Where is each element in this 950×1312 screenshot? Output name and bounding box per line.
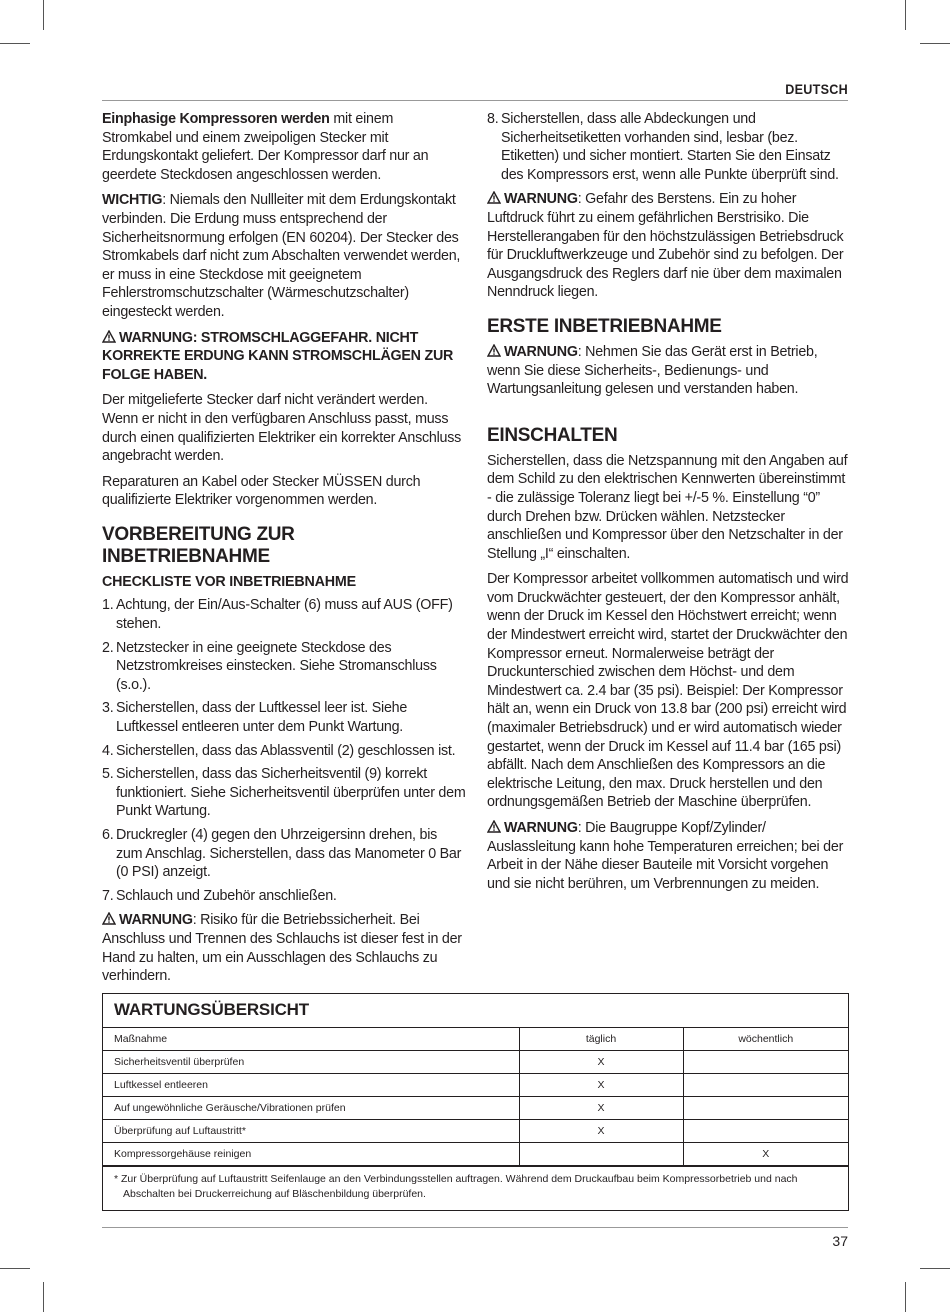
warning-triangle-icon: [487, 344, 501, 357]
right-column: [487, 110, 851, 900]
paragraph-voltage: Sicherstellen, dass die Netzspannung mit den Angaben auf dem Schild zu den elektrischen Kennwerten übereinstimmt - die zulässige Toleranz liegt bei +/-5 %. Einstellung “0” durch Drehen bzw. Drücken wählen. Netzstecker anschließen und Kompressor über den Netzschalter in der Stellung „I“ einschalten.: [487, 452, 848, 562]
list-number: 3.: [102, 700, 114, 717]
warning-label: WARNUNG: [504, 343, 578, 360]
table-cell: Sicherheitsventil überprüfen: [103, 1051, 519, 1074]
paragraph-automatic: Der Kompressor arbeitet vollkommen automatisch und wird vom Druckwächter gesteuert, der den Kompressor anhält, wenn der Druck im Kessel den Höchstwert erreicht; wenn der Mindestwert erreicht wird, startet der Druckwächter den Kompressor erneut. Normalerweise beträgt der Druckunterschied zwischen dem Höchst- und dem Mindestwert ca. 2.4 bar (35 psi). Beispiel: Der Kompressor hält an, wenn ein Druck von 13.8 bar (200 psi) erreicht wird (maximaler Betriebsdruck) und er wird automatisch wieder gestartet, wenn der Druck im Kessel auf 11.4 bar (165 psi) abfällt. Nach dem Anschließen des Kompressors an die elektrische Leitung, den max. Druck herstellen und den ordnungsgemäßen Betrieb der Maschine überprüfen.: [487, 571, 849, 811]
warning-text: : Die Baugruppe Kopf/Zylinder/ Auslassleitung kann hohe Temperaturen erreichen; bei der Arbeit in der Nähe dieser Bauteile mit Vorsicht vorgehen und sie nicht berühren, um Verbrennungen zu meiden.: [487, 820, 844, 892]
paragraph-important: [102, 191, 466, 321]
list-text: Sicherstellen, dass der Luftkessel leer ist. Siehe Luftkessel entleeren unter dem Punkt Wartung.: [116, 700, 408, 736]
crop-mark: [920, 1268, 950, 1269]
table-cell: Überprüfung auf Luftaustritt*: [103, 1120, 519, 1143]
paragraph-plug: Der mitgelieferte Stecker darf nicht verändert werden. Wenn er nicht in den verfügbaren Anschluss passt, muss durch einen qualifizierten Elektriker ein korrekter Anschluss angebracht werden.: [102, 392, 462, 465]
table-cell: X: [519, 1051, 683, 1074]
warning-label: WARNUNG: [119, 912, 193, 929]
list-item: [102, 826, 466, 882]
list-number: 7.: [102, 887, 114, 904]
table-row: [103, 1097, 848, 1120]
table-cell: [519, 1143, 683, 1166]
table-cell: [683, 1051, 848, 1074]
header-rule: [102, 100, 848, 101]
crop-mark: [43, 0, 44, 30]
paragraph-single-phase: [102, 110, 466, 184]
crop-mark: [905, 1282, 906, 1312]
warning-hose: [102, 911, 466, 985]
language-label: DEUTSCH: [785, 81, 848, 97]
table-cell: Luftkessel entleeren: [103, 1074, 519, 1097]
table-row: [103, 1074, 848, 1097]
table-cell: [683, 1120, 848, 1143]
list-number: 2.: [102, 639, 114, 656]
list-number: 5.: [102, 766, 114, 783]
table-grid: [103, 1027, 848, 1166]
header-cell: wöchentlich: [683, 1028, 848, 1051]
table-header-row: [103, 1028, 848, 1051]
list-text: Netzstecker in eine geeignete Steckdose des Netzstromkreises einstecken. Siehe Stromanschluss (s.o.).: [116, 639, 437, 693]
heading-first-use: ERSTE INBETRIEBNAHME: [487, 315, 722, 337]
list-text: Druckregler (4) gegen den Uhrzeigersinn drehen, bis zum Anschlag. Sicherstellen, dass das Manometer 0 Bar (0 PSI) anzeigt.: [116, 827, 462, 881]
list-text: Sicherstellen, dass alle Abdeckungen und Sicherheitsetiketten vorhanden sind, lesbar (bez. Etiketten) und sicher montiert. Starten Sie den Einsatz des Kompressors erst, wenn alle Punkte überprüft sind.: [501, 111, 839, 183]
crop-mark: [0, 1268, 30, 1269]
checklist: [102, 596, 466, 905]
header-cell: täglich: [519, 1028, 683, 1051]
warning-triangle-icon: [102, 330, 116, 343]
list-item: [102, 765, 466, 821]
table-cell: [683, 1074, 848, 1097]
paragraph-text: mit einem Stromkabel und einem zweipoligen Stecker mit Erdungskontakt geliefert. Der Kompressor darf nur an geerdete Steckdosen angeschlossen werden.: [102, 111, 429, 183]
table-cell: X: [519, 1097, 683, 1120]
warning-read-manual: [487, 343, 851, 399]
crop-mark: [920, 43, 950, 44]
table-cell: Kompressorgehäuse reinigen: [103, 1143, 519, 1166]
crop-mark: [43, 1282, 44, 1312]
list-text: Sicherstellen, dass das Ablassventil (2) geschlossen ist.: [116, 742, 456, 759]
warning-text: : Nehmen Sie das Gerät erst in Betrieb, wenn Sie diese Sicherheits-, Bedienungs- und Wartungsanleitung gelesen und verstanden haben.: [487, 343, 818, 398]
heading-checklist: CHECKLISTE VOR INBETRIEBNAHME: [102, 573, 356, 590]
important-label: WICHTIG: [102, 192, 163, 209]
table-footnote: [103, 1166, 848, 1210]
left-column: [102, 110, 466, 993]
warning-hot-parts: [487, 819, 851, 893]
warning-text: : Gefahr des Berstens. Ein zu hoher Luftdruck führt zu einem gefährlichen Berstrisiko. Die Herstellerangaben für den höchstzulässigen Betriebsdruck für Druckluftwerkzeuge und Zubehör sind zu befolgen. Der Ausgangsdruck des Reglers darf nie über dem maximalen Nenndruck liegen.: [487, 191, 844, 301]
table-row: [103, 1051, 848, 1074]
heading-preparation: VORBEREITUNG ZUR INBETRIEBNAHME: [102, 523, 295, 567]
maintenance-table: [102, 993, 849, 1211]
table-cell: [683, 1097, 848, 1120]
table-cell: X: [519, 1120, 683, 1143]
warning-triangle-icon: [102, 912, 116, 925]
list-item: [102, 699, 466, 736]
warning-triangle-icon: [487, 191, 501, 204]
list-item: [102, 639, 466, 695]
list-text: Achtung, der Ein/Aus-Schalter (6) muss auf AUS (OFF) stehen.: [116, 597, 453, 633]
warning-label: WARNUNG: [504, 191, 578, 208]
list-number: 1.: [102, 597, 114, 614]
table-row: [103, 1120, 848, 1143]
table-cell: Auf ungewöhnliche Geräusche/Vibrationen prüfen: [103, 1097, 519, 1120]
warning-label: WARNUNG: [504, 820, 578, 836]
list-number: 6.: [102, 827, 114, 843]
list-item: [102, 742, 466, 761]
warning-text: WARNUNG: STROMSCHLAGGEFAHR. NICHT KORREKTE ERDUNG KANN STROMSCHLÄGEN ZUR FOLGE HABEN.: [102, 329, 454, 383]
list-item: [102, 887, 466, 906]
list-item: [102, 596, 466, 633]
checklist-continued: [487, 110, 851, 184]
paragraph-repairs: Reparaturen an Kabel oder Stecker MÜSSEN durch qualifizierte Elektriker vorgenommen werden.: [102, 473, 421, 509]
crop-mark: [0, 43, 30, 44]
warning-electric-shock: [102, 329, 466, 385]
warning-burst: [487, 190, 851, 302]
footnote-text: * Zur Überprüfung auf Luftaustritt Seifenlauge an den Verbindungsstellen auftragen. Während dem Druckaufbau beim Kompressorbetrieb und nach Abschalten bei Druckerreichung auf Bläschenbildung überprüfen.: [114, 1173, 798, 1200]
heading-switch-on: EINSCHALTEN: [487, 424, 618, 446]
table-row: [103, 1143, 848, 1166]
list-text: Sicherstellen, dass das Sicherheitsventil (9) korrekt funktioniert. Siehe Sicherheitsventil überprüfen unter dem Punkt Wartung.: [116, 766, 466, 820]
list-item: [487, 110, 851, 184]
table-cell: X: [519, 1074, 683, 1097]
list-number: 4.: [102, 742, 114, 759]
crop-mark: [905, 0, 906, 30]
bold-lead: Einphasige Kompressoren werden: [102, 111, 330, 127]
list-text: Schlauch und Zubehör anschließen.: [116, 887, 337, 904]
footer-rule: [102, 1227, 848, 1228]
table-title: WARTUNGSÜBERSICHT: [114, 1000, 309, 1019]
warning-triangle-icon: [487, 820, 501, 833]
table-cell: X: [683, 1143, 848, 1166]
page-number: 37: [832, 1233, 848, 1249]
header-cell: Maßnahme: [103, 1028, 519, 1051]
list-number: 8.: [487, 111, 499, 127]
paragraph-text: : Niemals den Nullleiter mit dem Erdungskontakt verbinden. Die Erdung muss entsprechend der Sicherheitsnormung erfolgen (EN 60204). Der Stecker des Stromkabels darf nicht zum Abschalten verwendet werden, er muss in eine Steckdose mit geeignetem Fehlerstromschutzschalter (Wärmeschutzschalter) eingesteckt werden.: [102, 192, 461, 320]
warning-text: : Risiko für die Betriebssicherheit. Bei Anschluss und Trennen des Schlauchs ist dieser fest in der Hand zu halten, um ein Ausschlagen des Schlauchs zu verhindern.: [102, 912, 462, 985]
